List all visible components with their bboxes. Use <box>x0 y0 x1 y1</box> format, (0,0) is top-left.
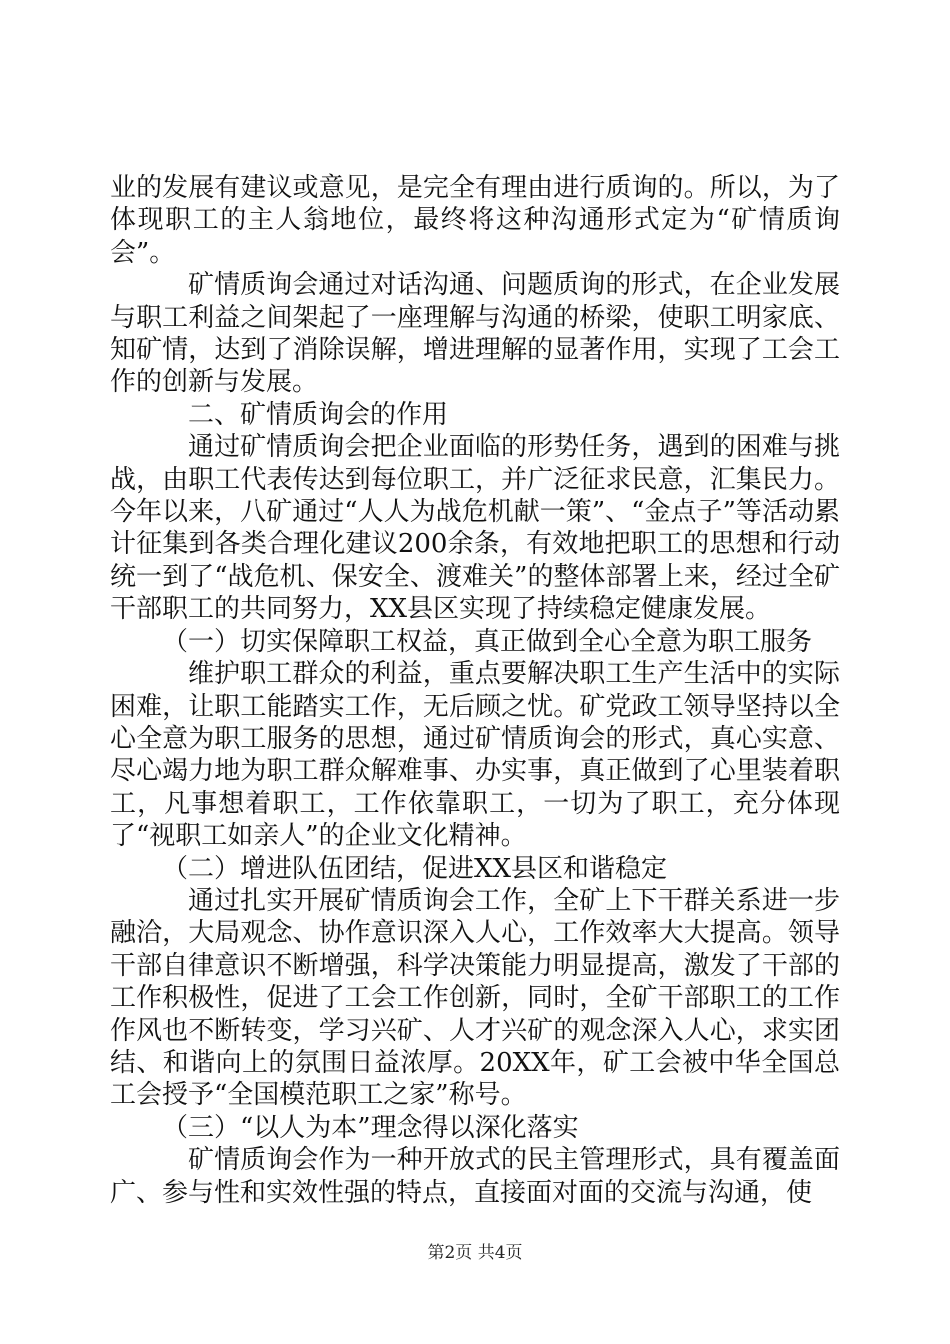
paragraph-role: 通过矿情质询会把企业面临的形势任务，遇到的困难与挑战，由职工代表传达到每位职工，并广泛征求民意，汇集民力。今年以来，八矿通过“人人为战危机献一策”、“金点子”等活动累计征集到各类合理化建议200余条，有效地把职工的思想和行动统一到了“战危机、保安全、渡难关”的整体部署上来，经过全矿干部职工的共同努力，XX县区实现了持续稳定健康发展。 <box>110 432 840 625</box>
page-footer: 第2页 共4页 <box>427 1243 523 1263</box>
paragraph-one: 维护职工群众的利益，重点要解决职工生产生活中的实际困难，让职工能踏实工作，无后顾之忧。矿党政工领导坚持以全心全意为职工服务的思想，通过矿情质询会的形式，真心实意、尽心竭力地为职工群众解难事、办实事，真正做到了心里装着职工，凡事想着职工，工作依靠职工，一切为了职工，充分体现了“视职工如亲人”的企业文化精神。 <box>110 659 840 852</box>
section-heading-role: 二、矿情质询会的作用 <box>188 399 449 430</box>
document-body <box>110 172 840 1209</box>
subheading-three: （三）“以人为本”理念得以深化落实 <box>162 1112 579 1143</box>
subheading-two: （二）增进队伍团结，促进XX县区和谐稳定 <box>162 853 668 884</box>
paragraph-intro: 矿情质询会通过对话沟通、问题质询的形式，在企业发展与职工利益之间架起了一座理解与沟通的桥梁，使职工明家底、知矿情，达到了消除误解，增进理解的显著作用，实现了工会工作的创新与发展。 <box>110 270 840 398</box>
paragraph-continuation: 业的发展有建议或意见，是完全有理由进行质询的。所以，为了体现职工的主人翁地位，最终将这种沟通形式定为“矿情质询会”。 <box>110 173 840 268</box>
paragraph-two: 通过扎实开展矿情质询会工作，全矿上下干群关系进一步融洽，大局观念、协作意识深入人心，工作效率大大提高。领导干部自律意识不断增强，科学决策能力明显提高，激发了干部的工作积极性，促进了工会工作创新，同时，全矿干部职工的工作作风也不断转变，学习兴矿、人才兴矿的观念深入人心，求实团结、和谐向上的氛围日益浓厚。20XX年，矿工会被中华全国总工会授予“全国模范职工之家”称号。 <box>110 885 840 1111</box>
subheading-one: （一）切实保障职工权益，真正做到全心全意为职工服务 <box>162 626 813 657</box>
paragraph-three: 矿情质询会作为一种开放式的民主管理形式，具有覆盖面广、参与性和实效性强的特点，直接面对面的交流与沟通，使 <box>110 1145 840 1208</box>
